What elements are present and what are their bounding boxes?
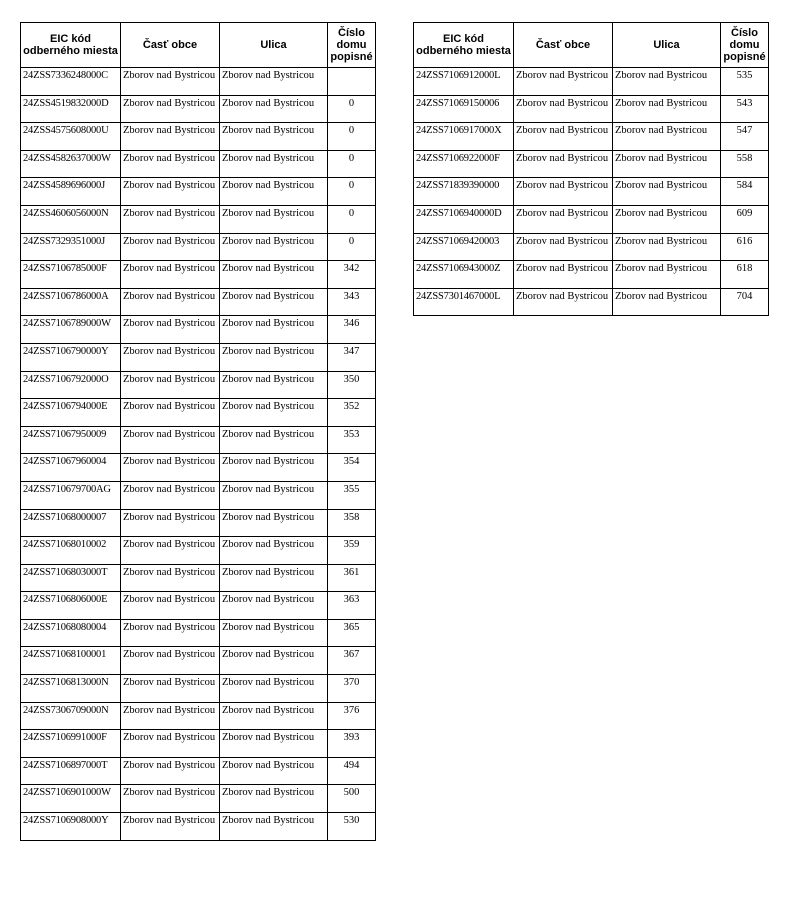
eic-cell: 24ZSS7106991000F [21,730,121,758]
eic-cell: 24ZSS7306709000N [21,702,121,730]
table-row [414,233,769,261]
street-cell: Zborov nad Bystricou [220,288,328,316]
house-number-cell: 543 [721,95,769,123]
municipality-part-cell: Zborov nad Bystricou [121,205,220,233]
table-row [414,205,769,233]
table-body [414,68,769,316]
house-number-cell: 376 [328,702,376,730]
house-number-cell: 352 [328,399,376,427]
eic-cell: 24ZSS7106940000D [414,205,514,233]
house-number-cell: 347 [328,343,376,371]
eic-cell: 24ZSS71839390000 [414,178,514,206]
municipality-part-cell: Zborov nad Bystricou [121,150,220,178]
eic-cell: 24ZSS71068010002 [21,537,121,565]
street-cell: Zborov nad Bystricou [220,205,328,233]
eic-cell: 24ZSS71069420003 [414,233,514,261]
street-cell: Zborov nad Bystricou [613,178,721,206]
header-house-number: Číslo domu popisné [328,23,376,68]
house-number-cell: 609 [721,205,769,233]
house-number-cell: 393 [328,730,376,758]
table-row [21,288,376,316]
house-number-cell: 354 [328,454,376,482]
header-street: Ulica [613,23,721,68]
municipality-part-cell: Zborov nad Bystricou [121,426,220,454]
municipality-part-cell: Zborov nad Bystricou [514,150,613,178]
municipality-part-cell: Zborov nad Bystricou [121,592,220,620]
municipality-part-cell: Zborov nad Bystricou [121,813,220,841]
street-cell: Zborov nad Bystricou [613,123,721,151]
eic-cell: 24ZSS7106917000X [414,123,514,151]
eic-cell: 24ZSS4606056000N [21,205,121,233]
street-cell: Zborov nad Bystricou [613,233,721,261]
header-street: Ulica [220,23,328,68]
table-row [414,178,769,206]
table-row [21,509,376,537]
street-cell: Zborov nad Bystricou [220,399,328,427]
municipality-part-cell: Zborov nad Bystricou [121,288,220,316]
eic-cell: 24ZSS7106912000L [414,68,514,96]
street-cell: Zborov nad Bystricou [220,564,328,592]
house-number-cell: 0 [328,150,376,178]
street-cell: Zborov nad Bystricou [220,426,328,454]
municipality-part-cell: Zborov nad Bystricou [121,399,220,427]
street-cell: Zborov nad Bystricou [220,619,328,647]
municipality-part-cell: Zborov nad Bystricou [121,564,220,592]
municipality-part-cell: Zborov nad Bystricou [514,205,613,233]
table-row [414,261,769,289]
municipality-part-cell: Zborov nad Bystricou [121,702,220,730]
municipality-part-cell: Zborov nad Bystricou [121,481,220,509]
house-number-cell: 361 [328,564,376,592]
table-row [21,730,376,758]
table-row [21,205,376,233]
street-cell: Zborov nad Bystricou [220,592,328,620]
street-cell: Zborov nad Bystricou [220,481,328,509]
street-cell: Zborov nad Bystricou [613,261,721,289]
street-cell: Zborov nad Bystricou [220,178,328,206]
municipality-part-cell: Zborov nad Bystricou [121,316,220,344]
municipality-part-cell: Zborov nad Bystricou [514,288,613,316]
eic-cell: 24ZSS71068100001 [21,647,121,675]
municipality-part-cell: Zborov nad Bystricou [121,537,220,565]
house-number-cell: 365 [328,619,376,647]
table-row [414,288,769,316]
house-number-cell: 358 [328,509,376,537]
eic-cell: 24ZSS7106785000F [21,261,121,289]
points-table-right [413,22,769,316]
municipality-part-cell: Zborov nad Bystricou [121,123,220,151]
house-number-cell: 359 [328,537,376,565]
municipality-part-cell: Zborov nad Bystricou [121,757,220,785]
header-municipality-part: Časť obce [121,23,220,68]
eic-cell: 24ZSS7106789000W [21,316,121,344]
street-cell: Zborov nad Bystricou [220,343,328,371]
municipality-part-cell: Zborov nad Bystricou [514,233,613,261]
street-cell: Zborov nad Bystricou [613,68,721,96]
street-cell: Zborov nad Bystricou [220,123,328,151]
house-number-cell: 0 [328,178,376,206]
street-cell: Zborov nad Bystricou [613,150,721,178]
municipality-part-cell: Zborov nad Bystricou [121,371,220,399]
house-number-cell: 342 [328,261,376,289]
municipality-part-cell: Zborov nad Bystricou [121,454,220,482]
eic-cell: 24ZSS7301467000L [414,288,514,316]
table-row [21,675,376,703]
street-cell: Zborov nad Bystricou [220,371,328,399]
house-number-cell: 350 [328,371,376,399]
house-number-cell: 346 [328,316,376,344]
street-cell: Zborov nad Bystricou [220,95,328,123]
municipality-part-cell: Zborov nad Bystricou [514,95,613,123]
table-row [21,150,376,178]
municipality-part-cell: Zborov nad Bystricou [121,178,220,206]
header-eic-code: EIC kód odberného miesta [21,23,121,68]
municipality-part-cell: Zborov nad Bystricou [121,647,220,675]
eic-cell: 24ZSS4575608000U [21,123,121,151]
table-row [414,123,769,151]
eic-cell: 24ZSS7106803000T [21,564,121,592]
municipality-part-cell: Zborov nad Bystricou [514,68,613,96]
house-number-cell: 0 [328,205,376,233]
municipality-part-cell: Zborov nad Bystricou [514,261,613,289]
table-row [21,178,376,206]
eic-cell: 24ZSS71069150006 [414,95,514,123]
street-cell: Zborov nad Bystricou [220,233,328,261]
eic-cell: 24ZSS7106786000A [21,288,121,316]
eic-cell: 24ZSS71068000007 [21,509,121,537]
street-cell: Zborov nad Bystricou [220,702,328,730]
eic-cell: 24ZSS4589696000J [21,178,121,206]
house-number-cell: 0 [328,95,376,123]
table-row [21,592,376,620]
table-row [21,316,376,344]
house-number-cell: 0 [328,233,376,261]
eic-cell: 24ZSS7106897000T [21,757,121,785]
table-row [21,619,376,647]
house-number-cell: 353 [328,426,376,454]
table-row [414,150,769,178]
table-row [21,371,376,399]
house-number-cell: 494 [328,757,376,785]
municipality-part-cell: Zborov nad Bystricou [121,675,220,703]
table-row [21,426,376,454]
eic-cell: 24ZSS7106792000O [21,371,121,399]
municipality-part-cell: Zborov nad Bystricou [121,233,220,261]
table-row [21,95,376,123]
street-cell: Zborov nad Bystricou [220,150,328,178]
municipality-part-cell: Zborov nad Bystricou [121,509,220,537]
street-cell: Zborov nad Bystricou [613,288,721,316]
street-cell: Zborov nad Bystricou [220,537,328,565]
eic-cell: 24ZSS4519832000D [21,95,121,123]
municipality-part-cell: Zborov nad Bystricou [121,343,220,371]
table-body [21,68,376,841]
table-row [414,68,769,96]
house-number-cell: 370 [328,675,376,703]
eic-cell: 24ZSS7106790000Y [21,343,121,371]
house-number-cell: 616 [721,233,769,261]
house-number-cell: 530 [328,813,376,841]
house-number-cell: 704 [721,288,769,316]
eic-cell: 24ZSS71067960004 [21,454,121,482]
street-cell: Zborov nad Bystricou [220,261,328,289]
street-cell: Zborov nad Bystricou [613,205,721,233]
street-cell: Zborov nad Bystricou [220,68,328,96]
street-cell: Zborov nad Bystricou [220,454,328,482]
table-row [21,813,376,841]
municipality-part-cell: Zborov nad Bystricou [121,68,220,96]
table-row [21,399,376,427]
house-number-cell: 584 [721,178,769,206]
points-table-left [20,22,376,841]
eic-cell: 24ZSS7106922000F [414,150,514,178]
eic-cell: 24ZSS710679700AG [21,481,121,509]
house-number-cell: 558 [721,150,769,178]
eic-cell: 24ZSS71067950009 [21,426,121,454]
street-cell: Zborov nad Bystricou [220,785,328,813]
house-number-cell [328,68,376,96]
eic-cell: 24ZSS7106806000E [21,592,121,620]
table-row [21,233,376,261]
eic-cell: 24ZSS4582637000W [21,150,121,178]
municipality-part-cell: Zborov nad Bystricou [514,178,613,206]
house-number-cell: 547 [721,123,769,151]
table-row [21,481,376,509]
street-cell: Zborov nad Bystricou [220,509,328,537]
eic-cell: 24ZSS7106794000E [21,399,121,427]
table-row [21,123,376,151]
table-row [21,537,376,565]
eic-cell: 24ZSS7106813000N [21,675,121,703]
table-row [21,647,376,675]
eic-cell: 24ZSS7106901000W [21,785,121,813]
table-row [21,564,376,592]
table-row [21,68,376,96]
table-row [21,261,376,289]
street-cell: Zborov nad Bystricou [220,813,328,841]
house-number-cell: 355 [328,481,376,509]
header-house-number: Číslo domu popisné [721,23,769,68]
table-header-row [21,23,376,68]
house-number-cell: 363 [328,592,376,620]
municipality-part-cell: Zborov nad Bystricou [514,123,613,151]
street-cell: Zborov nad Bystricou [220,730,328,758]
eic-cell: 24ZSS7336248000C [21,68,121,96]
street-cell: Zborov nad Bystricou [613,95,721,123]
street-cell: Zborov nad Bystricou [220,316,328,344]
header-municipality-part: Časť obce [514,23,613,68]
table-header-row [414,23,769,68]
municipality-part-cell: Zborov nad Bystricou [121,619,220,647]
table-row [21,785,376,813]
table-row [21,757,376,785]
house-number-cell: 618 [721,261,769,289]
house-number-cell: 0 [328,123,376,151]
street-cell: Zborov nad Bystricou [220,757,328,785]
table-row [414,95,769,123]
eic-cell: 24ZSS7106908000Y [21,813,121,841]
street-cell: Zborov nad Bystricou [220,647,328,675]
street-cell: Zborov nad Bystricou [220,675,328,703]
municipality-part-cell: Zborov nad Bystricou [121,730,220,758]
eic-cell: 24ZSS7329351000J [21,233,121,261]
eic-cell: 24ZSS71068080004 [21,619,121,647]
house-number-cell: 500 [328,785,376,813]
eic-cell: 24ZSS7106943000Z [414,261,514,289]
house-number-cell: 367 [328,647,376,675]
header-eic-code: EIC kód odberného miesta [414,23,514,68]
table-row [21,702,376,730]
house-number-cell: 535 [721,68,769,96]
municipality-part-cell: Zborov nad Bystricou [121,261,220,289]
table-row [21,454,376,482]
municipality-part-cell: Zborov nad Bystricou [121,95,220,123]
table-row [21,343,376,371]
house-number-cell: 343 [328,288,376,316]
municipality-part-cell: Zborov nad Bystricou [121,785,220,813]
